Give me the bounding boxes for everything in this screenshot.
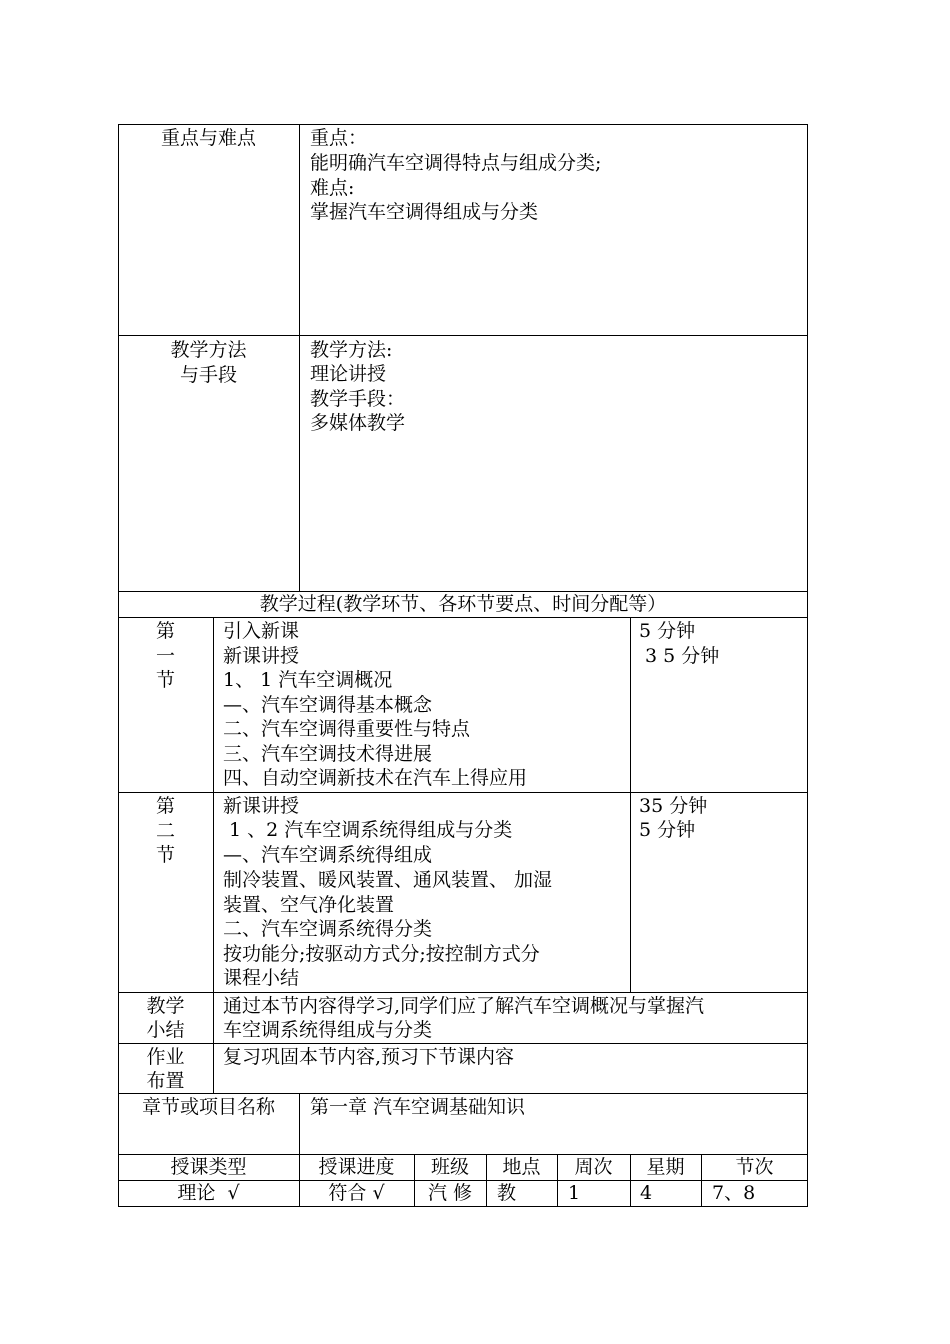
schedule-value: 理论 √ (177, 1182, 240, 1204)
section2-line: 新课讲授 (223, 795, 300, 817)
schedule-value: 符合 √ (328, 1182, 385, 1204)
section1-time: 3 5 分钟 (639, 645, 720, 667)
key-points-line: 难点: (310, 177, 355, 199)
section2-line: 课程小结 (223, 967, 300, 989)
homework-text: 复习巩固本节内容,预习下节课内容 (223, 1046, 515, 1068)
section1-label-char: 第 (155, 620, 175, 642)
summary-label-line: 小结 (146, 1019, 185, 1041)
schedule-value: 汽 修 (427, 1182, 473, 1204)
summary-label-line: 教学 (146, 995, 185, 1017)
section1-time: 5 分钟 (639, 620, 696, 642)
section2-label-char: 二 (155, 820, 175, 842)
schedule-value: 1 (568, 1182, 581, 1204)
methods-label-line: 与手段 (179, 364, 237, 386)
key-points-line: 掌握汽车空调得组成与分类 (310, 201, 539, 223)
row-divider (118, 335, 808, 336)
section1-label-char: 一 (155, 645, 175, 667)
schedule-header: 节次 (735, 1156, 774, 1178)
methods-line: 理论讲授 (310, 363, 387, 385)
schedule-value: 7、8 (712, 1182, 756, 1204)
chapter-value: 第一章 汽车空调基础知识 (310, 1096, 526, 1118)
homework-label-line: 布置 (146, 1070, 185, 1092)
section2-line: 按功能分;按驱动方式分;按控制方式分 (223, 943, 540, 965)
col-divider (299, 124, 300, 592)
row-divider (118, 1093, 808, 1094)
section1-line: 1、 1 汽车空调概况 (223, 669, 393, 691)
col-divider (630, 617, 631, 993)
schedule-header: 班级 (430, 1156, 469, 1178)
section2-label-char: 第 (155, 795, 175, 817)
methods-line: 多媒体教学 (310, 412, 406, 434)
schedule-header: 授课类型 (170, 1156, 247, 1178)
schedule-header: 星期 (646, 1156, 685, 1178)
schedule-header: 周次 (574, 1156, 613, 1178)
row-divider (118, 1043, 808, 1044)
section1-label-char: 节 (155, 669, 175, 691)
schedule-value: 4 (640, 1182, 653, 1204)
schedule-value: 教 (497, 1182, 517, 1204)
section2-line: 1 、2 汽车空调系统得组成与分类 (223, 819, 513, 841)
section2-line: 制冷装置、暖风装置、通风装置、 加湿 (223, 869, 553, 891)
section2-label-char: 节 (155, 844, 175, 866)
row-divider (118, 617, 808, 618)
section1-line: 三、汽车空调技术得进展 (223, 743, 433, 765)
row-divider (118, 992, 808, 993)
chapter-label: 章节或项目名称 (141, 1096, 275, 1118)
section1-line: —、汽车空调得基本概念 (223, 694, 433, 716)
section2-time: 35 分钟 (639, 795, 708, 817)
key-points-line: 能明确汽车空调得特点与组成分类; (310, 152, 602, 174)
section1-line: 四、自动空调新技术在汽车上得应用 (223, 767, 528, 789)
summary-line: 通过本节内容得学习,同学们应了解汽车空调概况与掌握汽 (223, 995, 705, 1017)
methods-line: 教学方法: (310, 339, 393, 361)
section2-line: 二、汽车空调系统得分类 (223, 918, 433, 940)
key-points-label: 重点与难点 (160, 127, 256, 149)
section1-line: 二、汽车空调得重要性与特点 (223, 718, 471, 740)
schedule-header: 地点 (502, 1156, 541, 1178)
section2-line: 装置、空气净化装置 (223, 894, 395, 916)
section2-line: —、汽车空调系统得组成 (223, 844, 433, 866)
section1-line: 新课讲授 (223, 645, 300, 667)
schedule-header: 授课进度 (318, 1156, 395, 1178)
process-header: 教学过程(教学环节、各环节要点、时间分配等） (259, 593, 667, 615)
row-divider (118, 792, 808, 793)
methods-line: 教学手段： (310, 388, 406, 410)
summary-line: 车空调系统得组成与分类 (223, 1019, 433, 1041)
col-divider (213, 617, 214, 1093)
methods-label-line: 教学方法 (170, 339, 247, 361)
section2-time: 5 分钟 (639, 819, 696, 841)
homework-label-line: 作业 (146, 1046, 185, 1068)
key-points-line: 重点： (310, 127, 368, 149)
section1-line: 引入新课 (223, 620, 300, 642)
